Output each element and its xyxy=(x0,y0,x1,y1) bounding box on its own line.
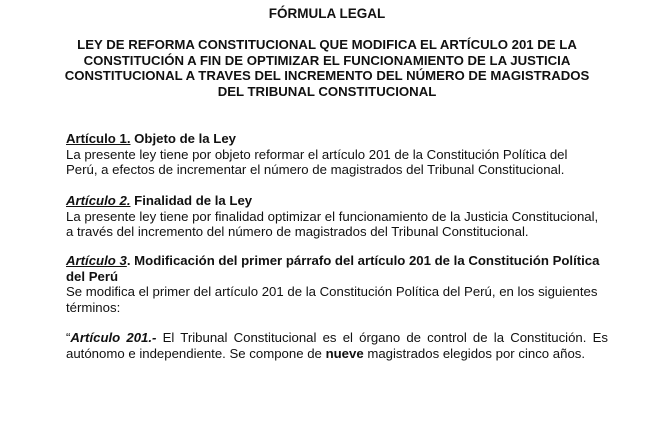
article-2-title: Finalidad de la Ley xyxy=(130,193,253,208)
article-2-heading xyxy=(66,193,600,209)
article-3 xyxy=(66,253,600,315)
quote-text-after: magistrados elegidos por cinco años. xyxy=(363,345,586,361)
quote-emphasis: nueve xyxy=(325,345,364,361)
article-1-heading xyxy=(66,131,600,147)
law-title: LEY DE REFORMA CONSTITUCIONAL QUE MODIFICA EL ARTÍCULO 201 DE LA CONSTITUCIÓN A FIN DE OPTIMIZAR EL FUNCIONAMIENTO DE LA JUSTICIA CONSTITUCIONAL A TRAVES DEL INCREMENTO DEL NÚMERO DE MAGISTRADOS DEL TRIBUNAL CONSTITUCIONAL xyxy=(64,37,590,99)
article-2-body: La presente ley tiene por finalidad optimizar el funcionamiento de la Justicia Constitucional, a través del incremento del número de magistrados del Tribunal Constitucional. xyxy=(66,208,599,239)
article-1-number: Artículo 1. xyxy=(66,131,131,146)
article-1 xyxy=(66,131,600,178)
article-2-number: Artículo 2. xyxy=(66,193,131,208)
article-3-number: Artículo 3 xyxy=(66,253,127,268)
article-3-heading xyxy=(66,253,600,284)
article-2 xyxy=(66,193,600,240)
article-3-title: . Modificación del primer párrafo del artículo 201 de la Constitución Política del Perú xyxy=(66,253,600,284)
quote-text-before: El Tribunal Constitucional es el órgano de control de la Constitución. Es autónomo e independiente. Se compone de xyxy=(66,330,608,361)
article-1-body: La presente ley tiene por objeto reformar el artículo 201 de la Constitución Política del Perú, a efectos de incrementar el número de magistrados del Tribunal Constitucional. xyxy=(66,146,568,177)
article-3-body: Se modifica el primer del artículo 201 de la Constitución Política del Perú, en los siguientes términos: xyxy=(66,284,598,315)
article-1-title: Objeto de la Ley xyxy=(130,131,237,146)
article-201-quote xyxy=(66,330,608,361)
quote-article-label: Artículo 201.- xyxy=(70,330,157,345)
quote-open-mark: “ xyxy=(66,330,71,345)
document-heading: FÓRMULA LEGAL xyxy=(268,6,386,21)
